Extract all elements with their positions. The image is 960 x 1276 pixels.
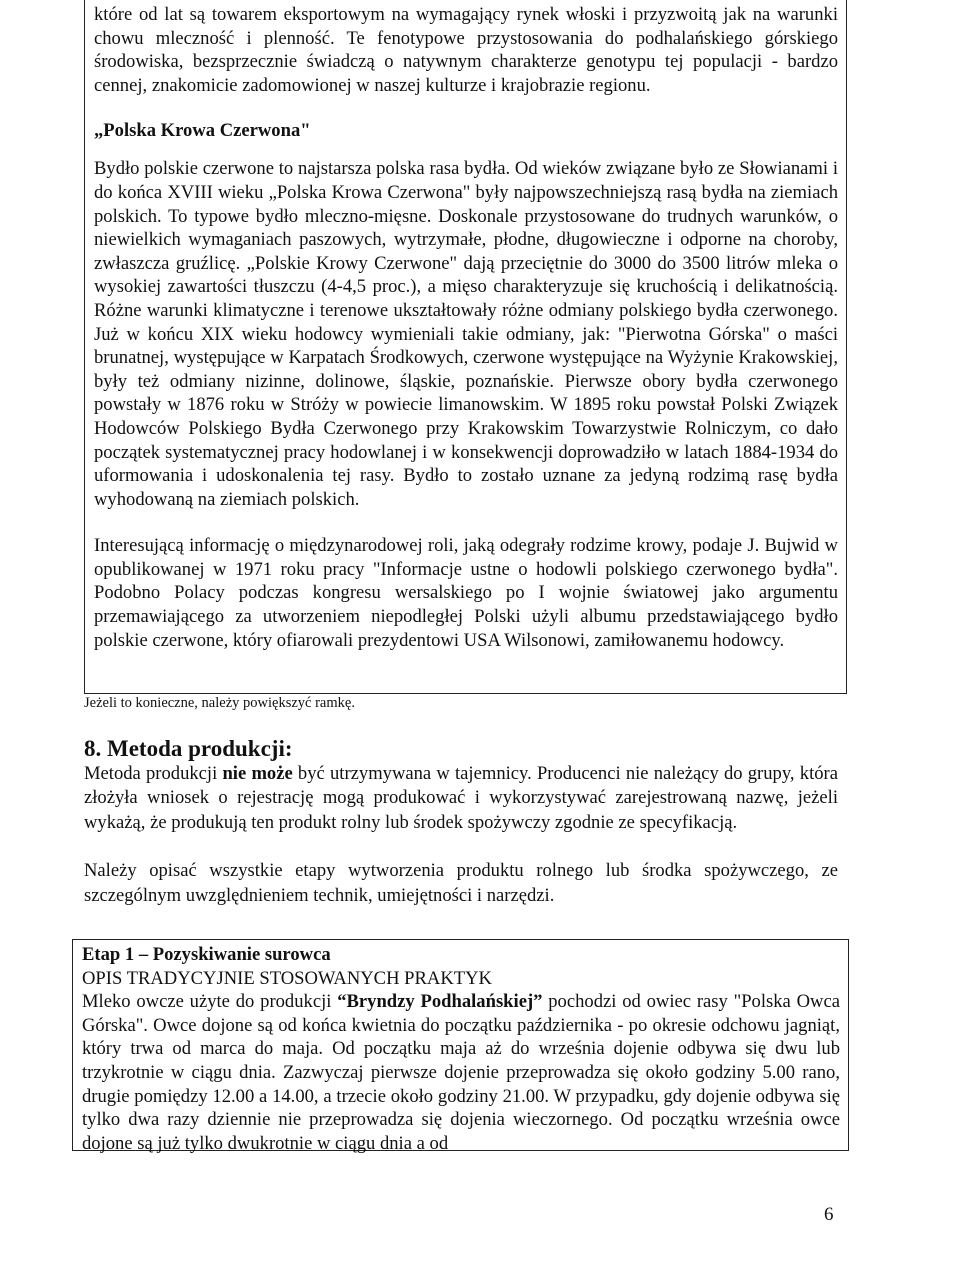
method-paragraph-2: Należy opisać wszystkie etapy wytworzenia produktu rolnego lub środka spożywczego, ze szczególnym uwzględnieniem technik, umiejętności i narzędzi. (84, 860, 838, 906)
page-number: 6 (824, 1204, 834, 1225)
frame-note: Jeżeli to konieczne, należy powiększyć ramkę. (84, 695, 355, 711)
stage-1-text-rest: pochodzi od owiec rasy "Polska Owca Górska". Owce dojone są od końca kwietnia do początku października - po okresie odchowu jagniąt, który trwa od marca do maja. Od początku maja aż do września dojenie odbywa się dwu lub trzykrotnie w ciągu dnia. Zazwyczaj pierwsze dojenie przeprowadza się około godziny 5.00 rano, drugie pomiędzy 12.00 a 14.00, a trzecie około godziny 21.00. W przypadku, gdy dojenie odbywa się tylko dwa razy dziennie nie przeprowadza się dojenia wieczornego. Od początku września owce dojone są już tylko dwukrotnie w ciągu dnia a od (82, 991, 840, 1154)
stage-1-text (82, 990, 840, 1155)
method-text-rest: być utrzymywana w tajemnicy. Producenci nie należący do grupy, która złożyła wniosek o rejestrację mogą produkować i wykorzystywać zarejestrowaną nazwę, jeżeli wykażą, że produkują ten produkt rolny lub środek spożywczy zgodnie ze specyfikacją. (84, 763, 838, 833)
bold-moze: może (251, 763, 293, 784)
stage-1-title: Etap 1 – Pozyskiwanie surowca (82, 944, 331, 965)
description-frame (84, 0, 847, 694)
intro-paragraph: które od lat są towarem eksportowym na wymagający rynek włoski i przyzwoitą jak na warunki chowu mleczność i plenność. Te fenotypowe przystosowania do podhalańskiego górskiego środowiska, bezsprzecznie świadczą o natywnym charakterze genotypu tej populacji - bardzo cennej, znakomicie zadomowionej w naszej kulturze i krajobrazie regionu. (94, 4, 838, 96)
method-text: Metoda produkcji (84, 763, 223, 784)
method-section (84, 762, 838, 908)
stage-1-text-start: Mleko owcze użyte do produkcji (82, 991, 338, 1013)
bold-nie: nie (222, 763, 247, 784)
method-paragraph-1 (84, 762, 838, 835)
section-title-polska-krowa: „Polska Krowa Czerwona" (94, 120, 311, 142)
cattle-history-paragraph: Bydło polskie czerwone to najstarsza polska rasa bydła. Od wieków związane było ze Słowianami i do końca XVIII wieku „Polska Krowa Czerwona" były najpowszechniejszą rasą bydła na ziemiach polskich. To typowe bydło mleczno-mięsne. Doskonale przystosowane do trudnych warunków, o niewielkich wymaganiach paszowych, wytrzymałe, płodne, długowieczne i odporne na choroby, zwłaszcza gruźlicę. „Polskie Krowy Czerwone" dają przeciętnie do 3000 do 3500 litrów mleka o wysokiej zawartości tłuszczu (4-4,5 proc.), a mięso charakteryzuje się kruchością i delikatnością. Różne warunki klimatyczne i terenowe ukształtowały różne odmiany polskiego bydła czerwonego. Już w końcu XIX wieku hodowcy wymieniali takie odmiany, jak: "Pierwotna Górska" o maści brunatnej, występujące w Karpatach Środkowych, czerwone występujące na Wyżynie Krakowskiej, były też odmiany nizinne, dolinowe, śląskie, poznańskie. Pierwsze obory bydła czerwonego powstały w 1876 roku w Stróży w powiecie limanowskim. W 1895 roku powstał Polski Związek Hodowców Polskiego Bydła Czerwonego przy Krakowskim Towarzystwie Rolniczym, co dało początek systematycznej pracy hodowlanej i w konsekwencji doprowadziło w latach 1884-1934 do uformowania i udoskonalenia tej rasy. Bydło to zostało uznane za jedyną rodzimą rasę bydła wyhodowaną na ziemiach polskich. (94, 158, 838, 510)
bujwid-paragraph: Interesującą informację o międzynarodowej roli, jaką odegrały rodzime krowy, podaje J. Bujwid w opublikowanej w 1971 roku pracy "Informacje ustne o hodowli polskiego czerwonego bydła". Podobno Polacy podczas kongresu wersalskiego po I wojnie światowej jako argumentu przemawiającego za utworzeniem niepodległej Polski użyli albumu przedstawiającego bydło polskie czerwone, który ofiarowali prezydentowi USA Wilsonowi, zamiłowanemu hodowcy. (94, 535, 838, 651)
section-8-heading: 8. Metoda produkcji: (84, 736, 293, 761)
stage-1-subtitle: OPIS TRADYCYJNIE STOSOWANYCH PRAKTYK (82, 967, 492, 989)
product-name: “Bryndzy Podhalańskiej” (337, 991, 543, 1013)
stage-1-frame (72, 939, 849, 1154)
